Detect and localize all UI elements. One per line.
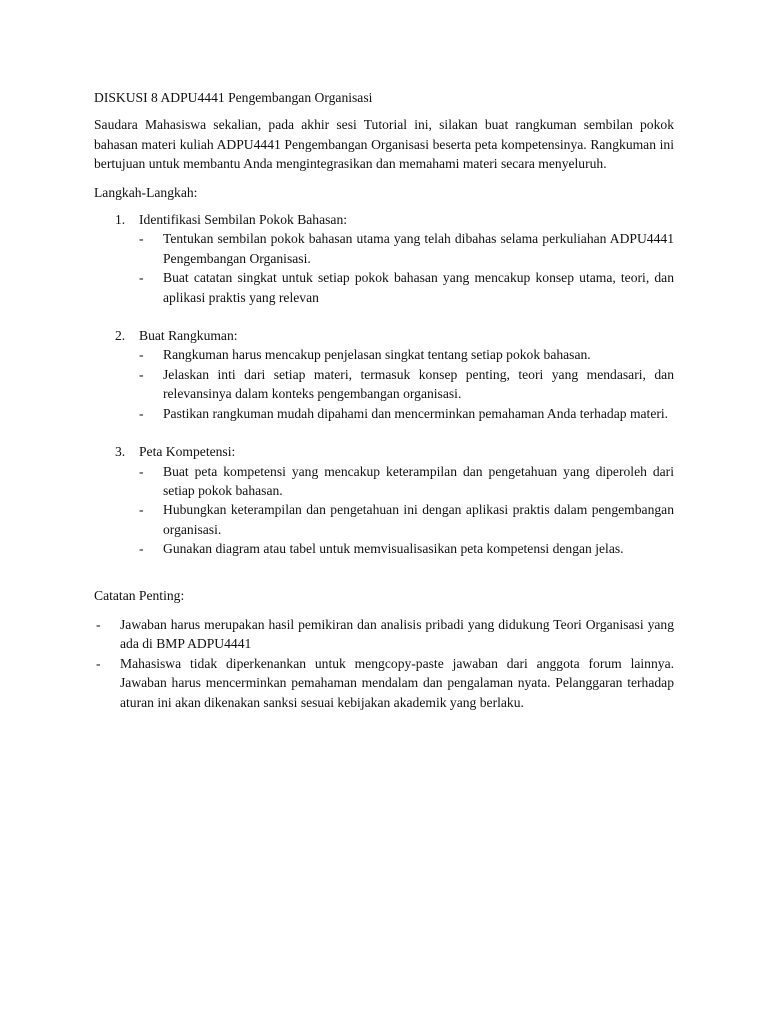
step-number: 1. (115, 212, 126, 228)
steps-heading: Langkah-Langkah: (94, 184, 198, 200)
note-item (94, 654, 674, 712)
step-bullet (139, 365, 674, 404)
dash-marker: - (139, 541, 144, 557)
step-bullet-text: Pastikan rangkuman mudah dipahami dan mencerminkan pemahaman Anda terhadap materi. (163, 405, 669, 421)
step-bullet (139, 229, 674, 268)
dash-marker: - (139, 502, 144, 518)
step-bullets (139, 229, 674, 307)
step-title: Peta Kompetensi: (139, 444, 236, 460)
dash-marker: - (96, 616, 101, 632)
step-bullet (139, 404, 674, 423)
step-bullet-text: Buat catatan singkat untuk setiap pokok bahasan yang mencakup konsep utama, teori, dan aplikasi praktis yang relevan (163, 270, 674, 305)
dash-marker: - (139, 270, 144, 286)
step-bullet-text: Gunakan diagram atau tabel untuk memvisualisasikan peta kompetensi dengan jelas. (163, 541, 624, 557)
dash-marker: - (139, 463, 144, 479)
steps-list (94, 210, 674, 559)
step-bullet (139, 462, 674, 501)
dash-marker: - (139, 347, 144, 363)
step-bullets (139, 462, 674, 559)
document-page (94, 88, 674, 712)
dash-marker: - (139, 405, 144, 421)
note-text: Jawaban harus merupakan hasil pemikiran dan analisis pribadi yang didukung Teori Organisasi yang ada di BMP ADPU4441 (120, 616, 674, 652)
step-item (94, 210, 674, 307)
step-bullet (139, 268, 674, 307)
notes-heading: Catatan Penting: (94, 587, 185, 603)
dash-marker: - (139, 231, 144, 247)
step-bullet (139, 500, 674, 539)
step-bullet-text: Rangkuman harus mencakup penjelasan singkat tentang setiap pokok bahasan. (163, 347, 591, 363)
step-bullet (139, 539, 674, 558)
step-bullet-text: Jelaskan inti dari setiap materi, termasuk konsep penting, teori yang mendasari, dan relevansinya dalam konteks pengembangan organisasi. (163, 366, 674, 402)
document-title: DISKUSI 8 ADPU4441 Pengembangan Organisasi (94, 90, 373, 105)
intro-paragraph: Saudara Mahasiswa sekalian, pada akhir sesi Tutorial ini, silakan buat rangkuman sembilan pokok bahasan materi kuliah ADPU4441 Pengembangan Organisasi beserta peta kompetensinya. Rangkuman ini bertujuan untuk membantu Anda mengintegrasikan dan memahami materi secara menyeluruh. (94, 117, 674, 172)
dash-marker: - (139, 366, 144, 382)
step-item (94, 326, 674, 423)
step-item (94, 442, 674, 558)
step-bullet-text: Buat peta kompetensi yang mencakup keterampilan dan pengetahuan yang diperoleh dari setiap pokok bahasan. (163, 463, 674, 498)
step-number: 2. (115, 328, 126, 344)
step-title: Identifikasi Sembilan Pokok Bahasan: (139, 212, 348, 228)
step-bullets (139, 345, 674, 423)
note-item (94, 615, 674, 654)
notes-list (94, 615, 674, 712)
step-bullet-text: Hubungkan keterampilan dan pengetahuan ini dengan aplikasi praktis dalam pengembangan organisasi. (163, 502, 674, 537)
dash-marker: - (96, 655, 101, 671)
step-bullet-text: Tentukan sembilan pokok bahasan utama yang telah dibahas selama perkuliahan ADPU4441 Pengembangan Organisasi. (163, 231, 674, 266)
step-title: Buat Rangkuman: (139, 328, 238, 344)
note-text: Mahasiswa tidak diperkenankan untuk mengcopy-paste jawaban dari anggota forum lainnya. Jawaban harus mencerminkan pemahaman mendalam dan pengalaman nyata. Pelanggaran terhadap aturan ini akan dikenakan sanksi sesuai kebijakan akademik yang berlaku. (120, 655, 674, 710)
step-number: 3. (115, 444, 126, 460)
step-bullet (139, 345, 674, 364)
